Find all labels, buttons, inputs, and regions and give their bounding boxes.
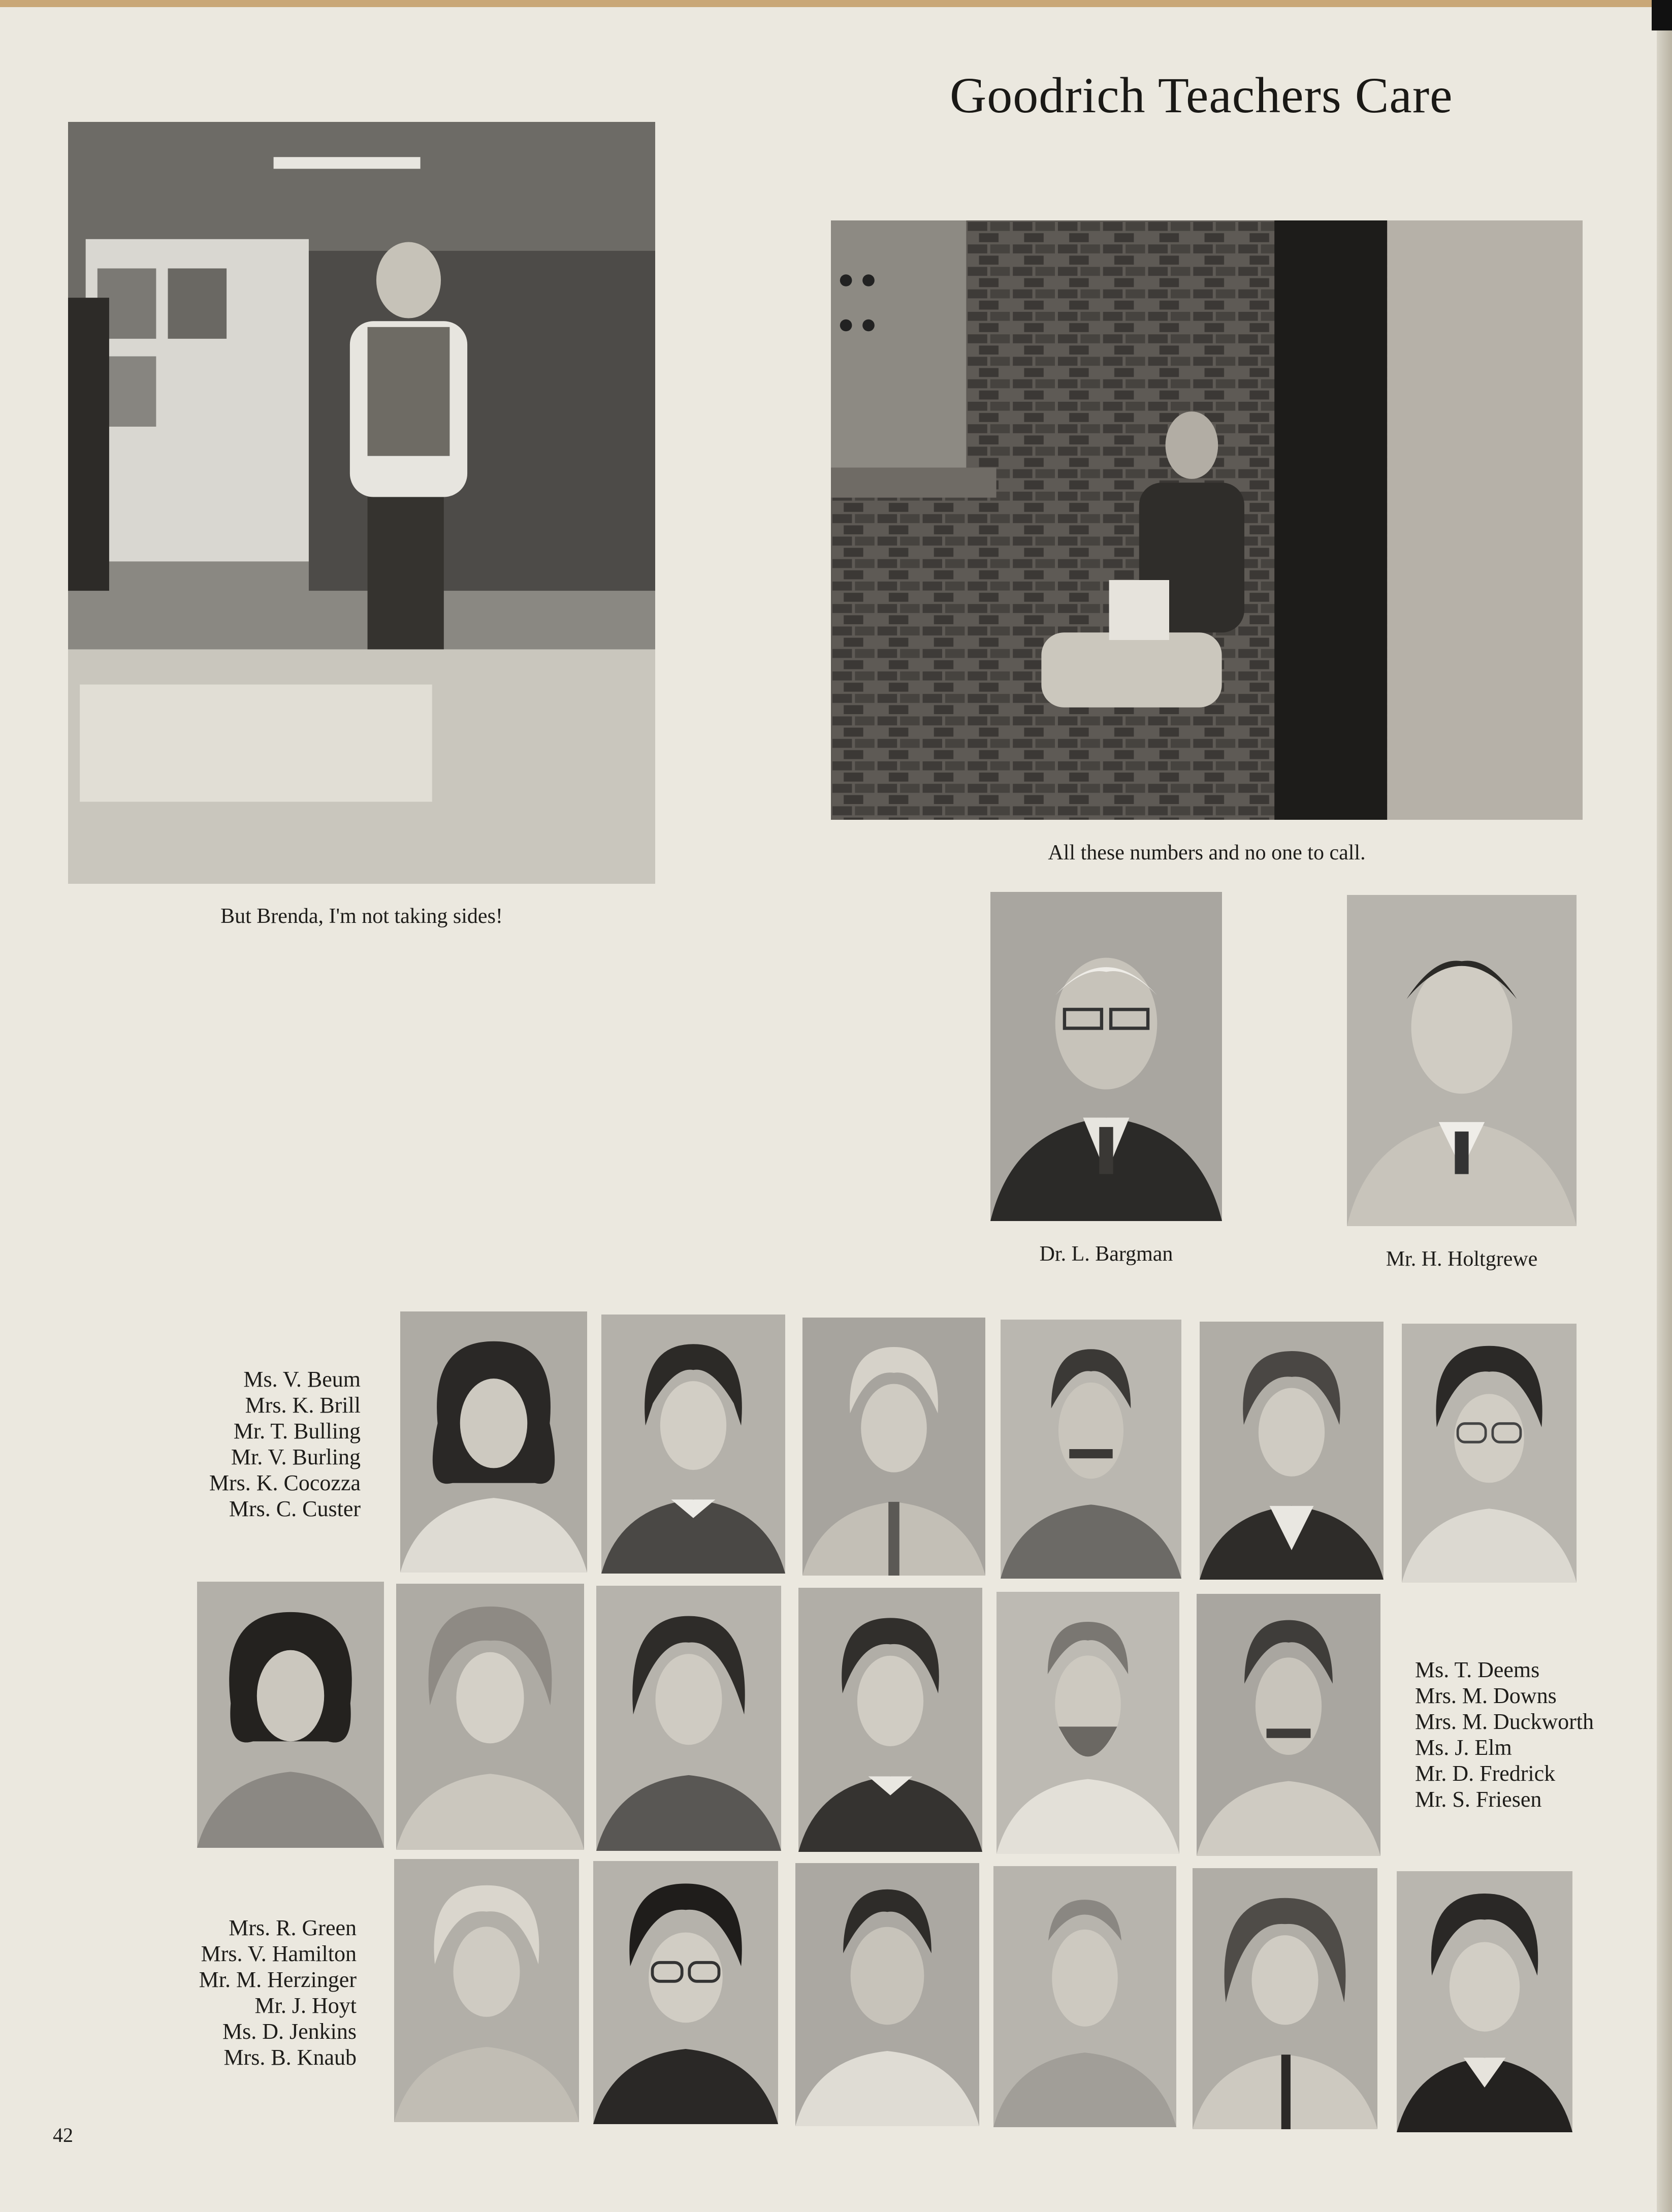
portrait-deems xyxy=(197,1582,384,1848)
teacher-name: Mrs. M. Downs xyxy=(1415,1683,1557,1708)
page-number: 42 xyxy=(53,2124,73,2146)
page-title: Goodrich Teachers Care xyxy=(950,67,1453,123)
teacher-name: Mrs. B. Knaub xyxy=(223,2045,357,2070)
portrait-hoyt xyxy=(993,1866,1176,2127)
teacher-name: Mr. D. Fredrick xyxy=(1415,1761,1556,1786)
classroom-caption: But Brenda, I'm not taking sides! xyxy=(220,905,503,928)
page-top-edge xyxy=(0,0,1672,7)
portrait-downs xyxy=(396,1584,584,1850)
teacher-name: Mrs. K. Cocozza xyxy=(209,1470,361,1495)
teacher-name: Mrs. M. Duckworth xyxy=(1415,1709,1594,1734)
teacher-name: Mrs. R. Green xyxy=(229,1915,357,1940)
portrait-bulling xyxy=(802,1318,985,1576)
teacher-name: Mr. S. Friesen xyxy=(1415,1787,1542,1812)
hallway-photo xyxy=(831,220,1583,820)
portrait-beum xyxy=(400,1311,587,1573)
portrait-bargman xyxy=(990,892,1222,1221)
teacher-name: Ms. J. Elm xyxy=(1415,1735,1512,1760)
portrait-brill xyxy=(601,1315,785,1574)
corner-mark xyxy=(1652,0,1672,30)
page-binding-edge xyxy=(1657,0,1672,2212)
row3-name-list xyxy=(147,1915,357,2070)
teacher-name: Mrs. K. Brill xyxy=(245,1393,361,1418)
teacher-name: Ms. V. Beum xyxy=(243,1367,361,1392)
portrait-herzinger xyxy=(795,1863,979,2126)
portrait-holtgrewe xyxy=(1347,895,1577,1226)
teacher-name: Ms. D. Jenkins xyxy=(222,2019,357,2044)
row1-name-list xyxy=(152,1366,361,1522)
hallway-caption: All these numbers and no one to call. xyxy=(1048,841,1366,864)
portrait-duckworth xyxy=(596,1586,781,1851)
portrait-green xyxy=(394,1859,579,2122)
teacher-name: Mrs. C. Custer xyxy=(229,1496,361,1521)
teacher-name: Mr. J. Hoyt xyxy=(254,1993,357,2018)
portrait-knaub xyxy=(1397,1871,1572,2132)
teacher-name: Mrs. V. Hamilton xyxy=(201,1941,357,1966)
caption-holtgrewe: Mr. H. Holtgrewe xyxy=(1386,1247,1538,1271)
portrait-hamilton xyxy=(593,1861,778,2124)
portrait-fredrick xyxy=(996,1592,1179,1854)
teacher-name: Mr. V. Burling xyxy=(231,1445,361,1469)
classroom-photo xyxy=(68,122,655,884)
portrait-jenkins xyxy=(1193,1868,1377,2129)
teacher-name: Ms. T. Deems xyxy=(1415,1657,1540,1682)
row2-name-list xyxy=(1415,1657,1649,1812)
teacher-name: Mr. M. Herzinger xyxy=(199,1967,357,1992)
portrait-elm xyxy=(798,1588,982,1852)
teacher-name: Mr. T. Bulling xyxy=(233,1419,361,1444)
portrait-burling xyxy=(1001,1320,1181,1579)
portrait-custer xyxy=(1402,1324,1577,1583)
caption-bargman: Dr. L. Bargman xyxy=(1039,1242,1173,1266)
portrait-cocozza xyxy=(1200,1322,1384,1580)
portrait-friesen xyxy=(1197,1594,1380,1856)
